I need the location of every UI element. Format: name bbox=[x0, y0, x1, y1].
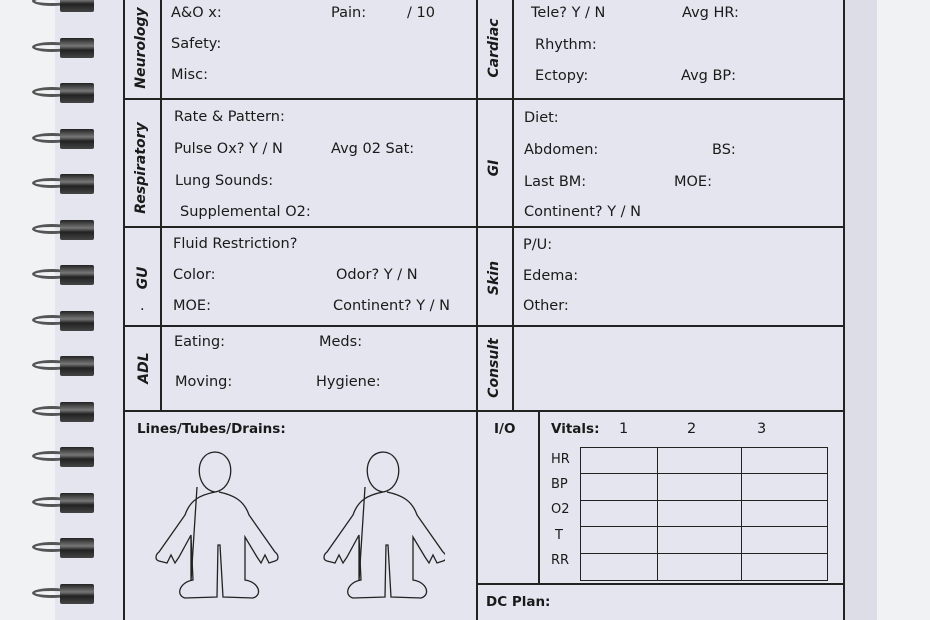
io-label: I/O bbox=[494, 421, 516, 437]
divider bbox=[538, 410, 540, 583]
spiral-ring bbox=[32, 356, 94, 376]
field-avg-hr: Avg HR: bbox=[682, 5, 739, 21]
vitals-row-hr: HR bbox=[551, 452, 570, 467]
spiral-ring bbox=[32, 584, 94, 604]
field-abdomen: Abdomen: bbox=[524, 142, 599, 158]
field-hygiene: Hygiene: bbox=[316, 374, 381, 390]
spiral-ring bbox=[32, 220, 94, 240]
divider bbox=[843, 0, 845, 620]
field-moving: Moving: bbox=[175, 374, 233, 390]
spiral-ring bbox=[32, 311, 94, 331]
field-gu-moe: MOE: bbox=[173, 298, 211, 314]
field-rate: Rate & Pattern: bbox=[174, 109, 285, 125]
field-diet: Diet: bbox=[524, 110, 559, 126]
divider bbox=[123, 325, 845, 327]
cardiac-label: Cardiac bbox=[486, 18, 502, 78]
field-edema: Edema: bbox=[523, 268, 579, 284]
skin-label: Skin bbox=[486, 260, 502, 296]
field-meds: Meds: bbox=[319, 334, 363, 350]
divider bbox=[123, 410, 845, 412]
field-lung-sounds: Lung Sounds: bbox=[175, 173, 274, 189]
field-rhythm: Rhythm: bbox=[535, 37, 597, 53]
field-misc: Misc: bbox=[171, 67, 208, 83]
field-ao: A&O x: bbox=[171, 5, 222, 21]
divider bbox=[123, 98, 845, 100]
neurology-label: Neurology bbox=[133, 7, 149, 89]
field-pain-scale: / 10 bbox=[407, 5, 435, 21]
divider bbox=[123, 226, 845, 228]
vitals-row-bp: BP bbox=[551, 477, 568, 492]
field-avg-bp: Avg BP: bbox=[681, 68, 737, 84]
page-edge bbox=[845, 0, 877, 620]
gi-label: GI bbox=[486, 159, 502, 177]
spiral-ring bbox=[32, 538, 94, 558]
respiratory-label: Respiratory bbox=[133, 122, 149, 214]
field-color: Color: bbox=[173, 267, 216, 283]
spiral-ring bbox=[32, 174, 94, 194]
field-continent: Continent? Y / N bbox=[524, 204, 641, 220]
vitals-row-t: T bbox=[555, 528, 563, 543]
field-eating: Eating: bbox=[174, 334, 226, 350]
adl-label: ADL bbox=[136, 352, 152, 384]
vitals-grid bbox=[580, 447, 828, 581]
field-bs: BS: bbox=[712, 142, 736, 158]
dc-plan-label: DC Plan: bbox=[486, 594, 551, 610]
spiral-ring bbox=[32, 402, 94, 422]
body-outline-front bbox=[156, 452, 278, 605]
field-pain: Pain: bbox=[331, 5, 367, 21]
consult-label: Consult bbox=[486, 338, 502, 398]
body-outline-back bbox=[324, 452, 445, 605]
gu-label: GU bbox=[135, 266, 151, 290]
field-odor: Odor? Y / N bbox=[336, 267, 418, 283]
field-supplemental-o2: Supplemental O2: bbox=[180, 204, 311, 220]
vitals-label: Vitals: bbox=[551, 421, 600, 437]
field-moe: MOE: bbox=[674, 174, 712, 190]
vitals-col-3: 3 bbox=[757, 421, 767, 437]
field-ectopy: Ectopy: bbox=[535, 68, 589, 84]
field-pulse-ox: Pulse Ox? Y / N bbox=[174, 141, 283, 157]
vitals-row-rr: RR bbox=[551, 553, 570, 568]
spiral-ring bbox=[32, 38, 94, 58]
spiral-ring bbox=[32, 265, 94, 285]
gu-dot: . bbox=[140, 298, 145, 314]
spiral-ring bbox=[32, 129, 94, 149]
field-avg-o2: Avg 02 Sat: bbox=[331, 141, 415, 157]
spiral-ring bbox=[32, 447, 94, 467]
field-fluid-restriction: Fluid Restriction? bbox=[173, 236, 298, 252]
vitals-row-o2: O2 bbox=[551, 502, 570, 517]
spiral-ring bbox=[32, 83, 94, 103]
field-last-bm: Last BM: bbox=[524, 174, 587, 190]
spiral-ring bbox=[32, 0, 94, 12]
field-tele: Tele? Y / N bbox=[531, 5, 606, 21]
divider bbox=[476, 583, 845, 585]
spiral-ring bbox=[32, 493, 94, 513]
field-safety: Safety: bbox=[171, 36, 222, 52]
lines-tubes-drains-label: Lines/Tubes/Drains: bbox=[137, 421, 286, 437]
field-gu-continent: Continent? Y / N bbox=[333, 298, 450, 314]
divider bbox=[512, 0, 514, 410]
field-other: Other: bbox=[523, 298, 569, 314]
divider bbox=[476, 0, 478, 620]
vitals-col-2: 2 bbox=[687, 421, 697, 437]
body-diagrams bbox=[145, 445, 445, 605]
divider bbox=[160, 0, 162, 410]
vitals-col-1: 1 bbox=[619, 421, 629, 437]
divider bbox=[123, 0, 125, 620]
field-pu: P/U: bbox=[523, 237, 553, 253]
